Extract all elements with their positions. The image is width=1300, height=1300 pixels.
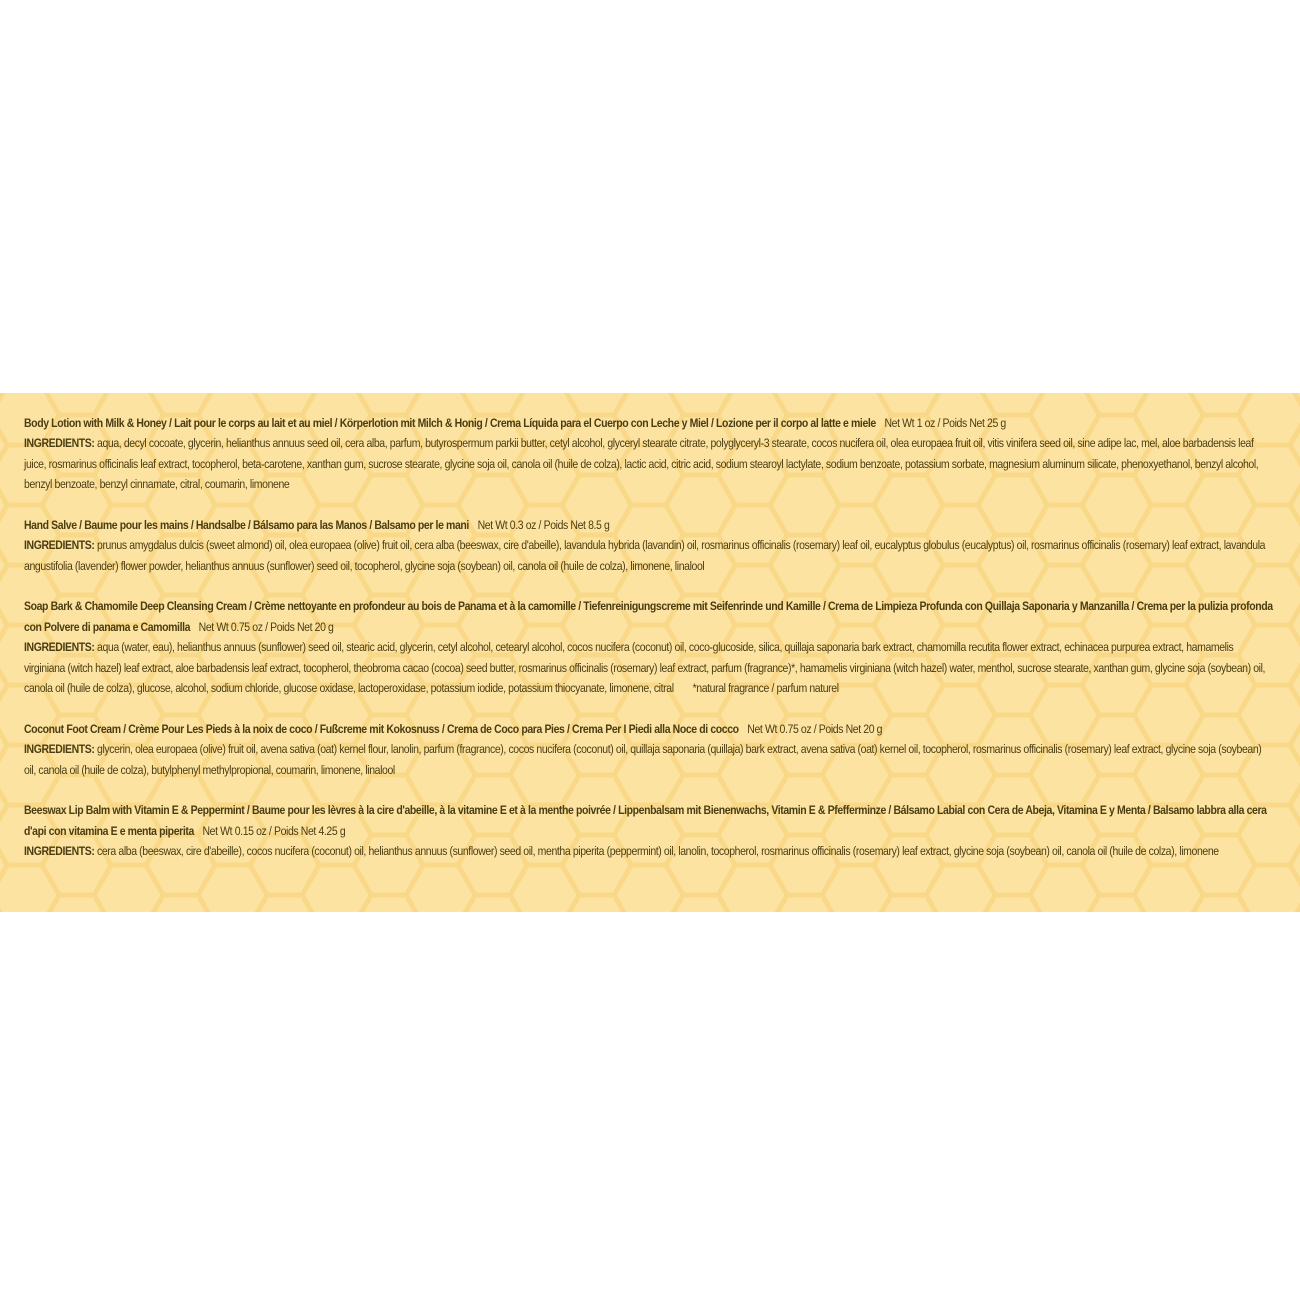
ingredients-heading: INGREDIENTS:	[24, 844, 95, 859]
product-name: Soap Bark & Chamomile Deep Cleansing Cream / Crème nettoyante en profondeur au bois de Panama et à la camomille / Tiefenreinigungscreme mit Seifenrinde und Kamille / Crema de Limpieza Profunda con Quillaja Saponaria y Manzanilla / Crema per la pulizia profonda con Polvere di panama e Camomilla	[24, 599, 1273, 634]
net-weight: Net Wt 0.75 oz / Poids Net 20 g	[198, 619, 334, 634]
ingredients-label-panel	[0, 393, 1300, 912]
product-name: Coconut Foot Cream / Crème Pour Les Pieds à la noix de coco / Fußcreme mit Kokosnuss / Crema de Coco para Pies / Crema Per I Piedi alla Noce di cocco	[24, 721, 739, 736]
ingredients-list: aqua, decyl cocoate, glycerin, helianthus annuus seed oil, cera alba, parfum, butyrospermum parkii butter, cetyl alcohol, glyceryl stearate citrate, polyglyceryl-3 stearate, cocos nucifera oil, olea europaea fruit oil, vitis vinifera seed oil, sine adipe lac, mel, aloe barbadensis leaf juice, rosmarinus officinalis leaf extract, tocopherol, beta-carotene, xanthan gum, sucrose stearate, glycine soja oil, canola oil (huile de colza), lactic acid, citric acid, sodium stearoyl lactylate, sodium benzoate, potassium sorbate, magnesium aluminum silicate, phenoxyethanol, benzyl alcohol, benzyl benzoate, benzyl cinnamate, citral, coumarin, limonene	[24, 436, 1259, 492]
ingredients-list: glycerin, olea europaea (olive) fruit oil, avena sativa (oat) kernel flour, lanolin, parfum (fragrance), cocos nucifera (coconut) oil, quillaja saponaria (quillaja) bark extract, avena sativa (oat) kernel oil, tocopherol, rosmarinus officinalis (rosemary) leaf extract, glycine soja (soybean) oil, canola oil (huile de colza), butylphenyl methylpropional, coumarin, limonene, linalool	[24, 742, 1262, 777]
product-name: Body Lotion with Milk & Honey / Lait pour le corps au lait et au miel / Körperlotion mit Milch & Honig / Crema Líquida para el Cuerpo con Leche y Miel / Lozione per il corpo al latte e miele	[24, 416, 876, 430]
net-weight: Net Wt 1 oz / Poids Net 25 g	[884, 416, 1006, 430]
net-weight: Net Wt 0.3 oz / Poids Net 8.5 g	[477, 517, 610, 532]
net-weight: Net Wt 0.15 oz / Poids Net 4.25 g	[202, 823, 346, 838]
ingredients-heading: INGREDIENTS:	[24, 436, 95, 451]
product-name: Hand Salve / Baume pour les mains / Handsalbe / Bálsamo para las Manos / Balsamo per le mani	[24, 517, 469, 532]
ingredients-list: aqua (water, eau), helianthus annuus (sunflower) seed oil, stearic acid, glycerin, cetyl alcohol, cetearyl alcohol, cocos nucifera (coconut) oil, coco-glucoside, silica, quillaja saponaria bark extract, chamomilla recutita flower extract, echinacea purpurea extract, hamamelis virginiana (witch hazel) leaf extract, aloe barbadensis leaf extract, tocopherol, theobroma cacao (cocoa) seed butter, rosmarinus officinalis (rosemary) leaf extract, parfum (fragrance)*, hamamelis virginiana (witch hazel) water, menthol, sucrose stearate, xanthan gum, glycine soja (soybean) oil, canola oil (huile de colza), glucose, alcohol, sodium chloride, glucose oxidase, lactoperoxidase, potassium iodide, potassium thiocyanate, limonene, citral	[24, 640, 1266, 696]
product-block-body-lotion	[24, 413, 1274, 495]
ingredients-list: cera alba (beeswax, cire d'abeille), cocos nucifera (coconut) oil, helianthus annuus (sunflower) seed oil, mentha piperita (peppermint) oil, lanolin, tocopherol, rosmarinus officinalis (rosemary) leaf extract, glycine soja (soybean) oil, canola oil (huile de colza), limonene	[97, 844, 1219, 859]
product-block-hand-salve	[24, 515, 1274, 576]
product-block-lip-balm	[24, 800, 1274, 861]
ingredients-list: prunus amygdalus dulcis (sweet almond) oil, olea europaea (olive) fruit oil, cera alba (beeswax, cire d'abeille), lavandula hybrida (lavandin) oil, rosmarinus officinalis (rosemary) leaf oil, eucalyptus globulus (eucalyptus) oil, rosmarinus officinalis (rosemary) leaf extract, lavandula angustifolia (lavender) flower powder, helianthus annuus (sunflower) seed oil, tocopherol, glycine soja (soybean) oil, canola oil (huile de colza), limonene, linalool	[24, 538, 1266, 573]
ingredients-heading: INGREDIENTS:	[24, 538, 95, 553]
product-name: Beeswax Lip Balm with Vitamin E & Peppermint / Baume pour les lèvres à la cire d'abeille, à la vitamine E et à la menthe poivrée / Lippenbalsam mit Bienenwachs, Vitamin E & Pfefferminze / Bálsamo Labial con Cera de Abeja, Vitamina E y Menta / Balsamo labbra alla cera d'api con vitamina E e menta piperita	[24, 803, 1267, 838]
product-block-foot-cream	[24, 719, 1274, 780]
label-text-block	[24, 413, 1273, 882]
ingredients-heading: INGREDIENTS:	[24, 640, 95, 655]
net-weight: Net Wt 0.75 oz / Poids Net 20 g	[747, 721, 883, 736]
ingredients-heading: INGREDIENTS:	[24, 742, 95, 757]
fragrance-note: *natural fragrance / parfum naturel	[692, 681, 839, 696]
product-block-cleansing-cream	[24, 596, 1274, 698]
